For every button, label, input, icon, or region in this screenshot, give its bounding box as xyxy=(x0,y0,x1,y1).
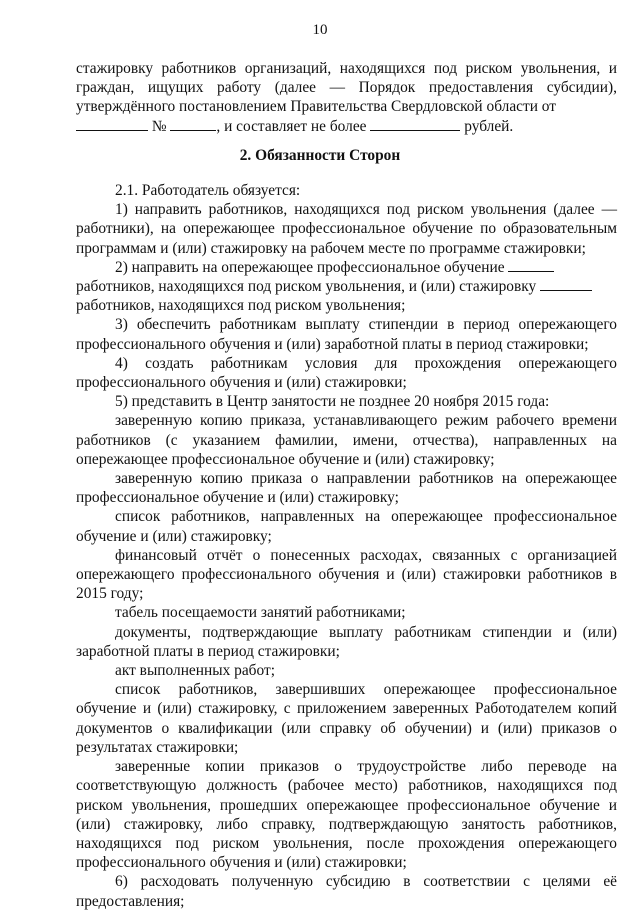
paragraph: работников, находящихся под риском увольнения; xyxy=(76,297,406,315)
paragraph: 1) направить работников, находящихся под риском увольнения (далее — работники), на опережающее профессиональное обучение по образовательным программам и (или) стажировку на рабочем месте по программе стажировки; xyxy=(76,201,617,257)
paragraph: 3) обеспечить работникам выплату стипендии в период опережающего профессионального обучения и (или) заработной платы в период стажировки; xyxy=(76,316,617,353)
intro-line-blanks: № , и составляет не более рублей. xyxy=(76,117,617,136)
section-title: 2. Обязанности Сторон xyxy=(239,147,401,164)
paragraph: табель посещаемости занятий работниками; xyxy=(115,604,406,622)
intro-block xyxy=(76,59,617,136)
paragraph: акт выполненных работ; xyxy=(115,662,275,680)
blank-date xyxy=(76,117,148,131)
paragraph: заверенную копию приказа о направлении работников на опережающее профессиональное обучение и (или) стажировку; xyxy=(76,470,617,507)
paragraph: список работников, направленных на опережающее профессиональное обучение и (или) стажировку; xyxy=(76,508,617,545)
paragraph: 2.1. Работодатель обязуется: xyxy=(115,182,301,199)
paragraph: работников, находящихся под риском увольнения, и (или) стажировку xyxy=(76,277,617,296)
page-number: 10 xyxy=(312,22,328,38)
blank-count-training xyxy=(508,258,554,272)
intro-text: стажировку работников организаций, находящихся под риском увольнения, и граждан, ищущих работу (далее — Порядок предоставления субсидии), утверждённого постановлением Правительства Свердловской области от xyxy=(76,60,617,116)
body-block xyxy=(76,181,617,911)
paragraph: документы, подтверждающие выплату работникам стипендии и (или) заработной платы в период стажировки; xyxy=(76,623,617,660)
paragraph: заверенную копию приказа, устанавливающего режим рабочего времени работников (с указанием фамилии, имени, отчества), направленных на опережающее профессиональное обучение и (или) стажировку; xyxy=(76,412,617,468)
paragraph: финансовый отчёт о понесенных расходах, связанных с организацией опережающего профессионального обучения и (или) стажировки работников в 2015 году; xyxy=(76,546,617,603)
blank-count-internship xyxy=(540,277,592,291)
paragraph: 4) создать работникам условия для прохождения опережающего профессионального обучения и (или) стажировки; xyxy=(76,354,617,392)
paragraph: 2) направить на опережающее профессиональное обучение xyxy=(76,258,617,277)
blank-amount xyxy=(370,117,460,131)
paragraph: 6) расходовать полученную субсидию в соответствии с целями её предоставления; xyxy=(76,873,617,910)
paragraph: 5) представить в Центр занятости не позднее 20 ноября 2015 года: xyxy=(115,393,550,411)
paragraph: список работников, завершивших опережающее профессиональное обучение и (или) стажировку, с приложением заверенных Работодателем копий документов о квалификации (или справку об обучении) и (или) приказов о результатах стажировки; xyxy=(76,681,617,756)
blank-number xyxy=(170,117,216,131)
paragraph: заверенные копии приказов о трудоустройстве либо переводе на соответствующую должность (рабочее место) работников, находящихся под риском увольнения, прошедших опережающее профессиональное обучение и (или) стажировку, либо справку, подтверждающую занятость работников, находящихся под риском увольнения, после прохождения опережающего профессионального обучения и (или) стажировки; xyxy=(76,758,617,872)
